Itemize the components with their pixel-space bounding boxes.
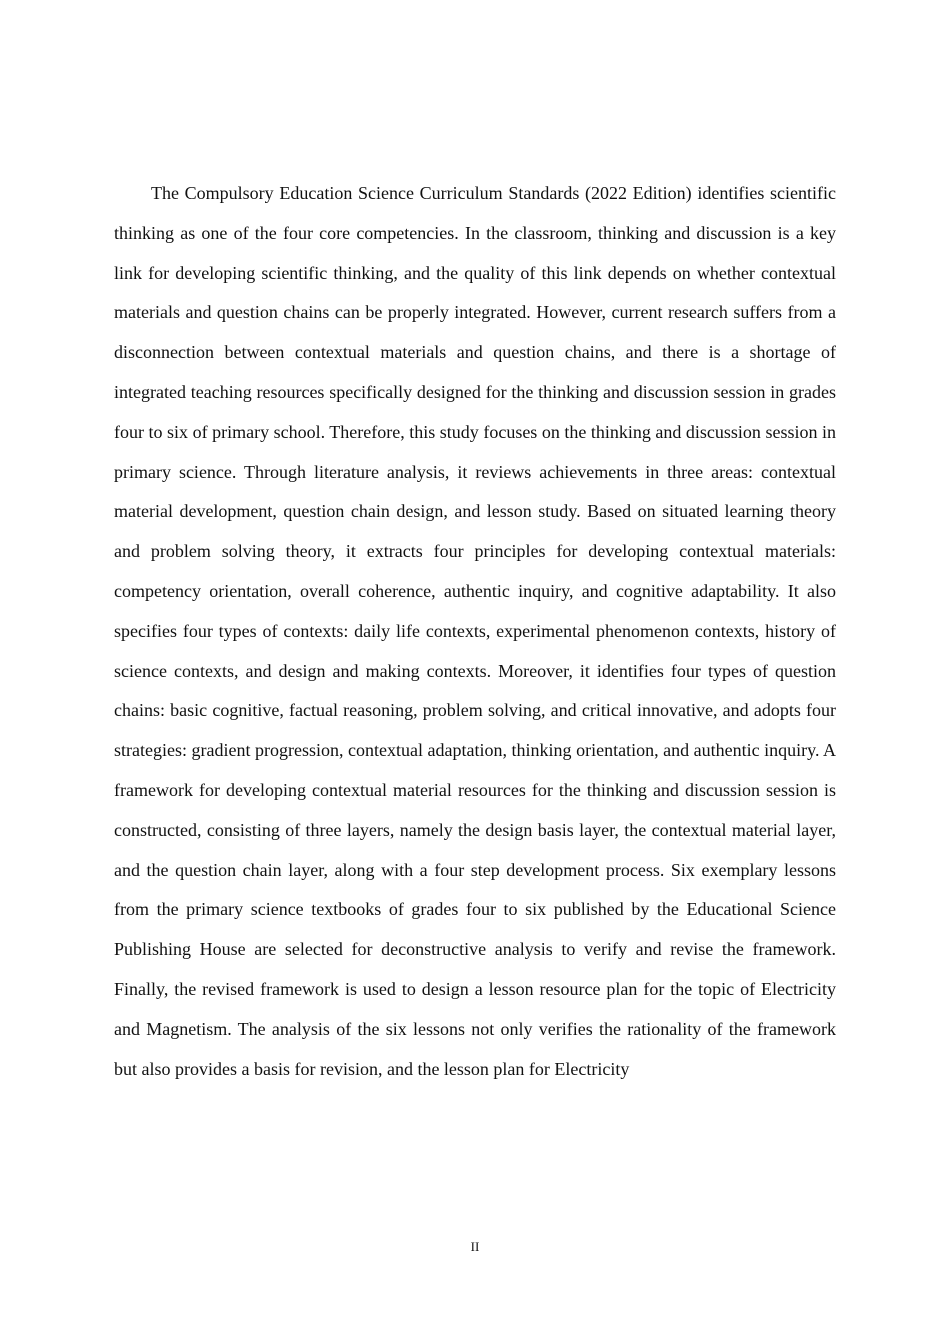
- page-number: II: [470, 1239, 480, 1254]
- abstract-paragraph: The Compulsory Education Science Curriculum Standards (2022 Edition) identifies scientific thinking as one of the four core competencies. In the classroom, thinking and discussion is a key link for developing scientific thinking, and the quality of this link depends on whether contextual materials and question chains can be properly integrated. However, current research suffers from a disconnection between contextual materials and question chains, and there is a shortage of integrated teaching resources specifically designed for the thinking and discussion session in grades four to six of primary school. Therefore, this study focuses on the thinking and discussion session in primary science. Through literature analysis, it reviews achievements in three areas: contextual material development, question chain design, and lesson study. Based on situated learning theory and problem solving theory, it extracts four principles for developing contextual materials: competency orientation, overall coherence, authentic inquiry, and cognitive adaptability. It also specifies four types of contexts: daily life contexts, experimental phenomenon contexts, history of science contexts, and design and making contexts. Moreover, it identifies four types of question chains: basic cognitive, factual reasoning, problem solving, and critical innovative, and adopts four strategies: gradient progression, contextual adaptation, thinking orientation, and authentic inquiry. A framework for developing contextual material resources for the thinking and discussion session is constructed, consisting of three layers, namely the design basis layer, the contextual material layer, and the question chain layer, along with a four step development process. Six exemplary lessons from the primary science textbooks of grades four to six published by the Educational Science Publishing House are selected for deconstructive analysis to verify and revise the framework. Finally, the revised framework is used to design a lesson resource plan for the topic of Electricity and Magnetism. The analysis of the six lessons not only verifies the rationality of the framework but also provides a basis for revision, and the lesson plan for Electricity: [114, 183, 836, 1079]
